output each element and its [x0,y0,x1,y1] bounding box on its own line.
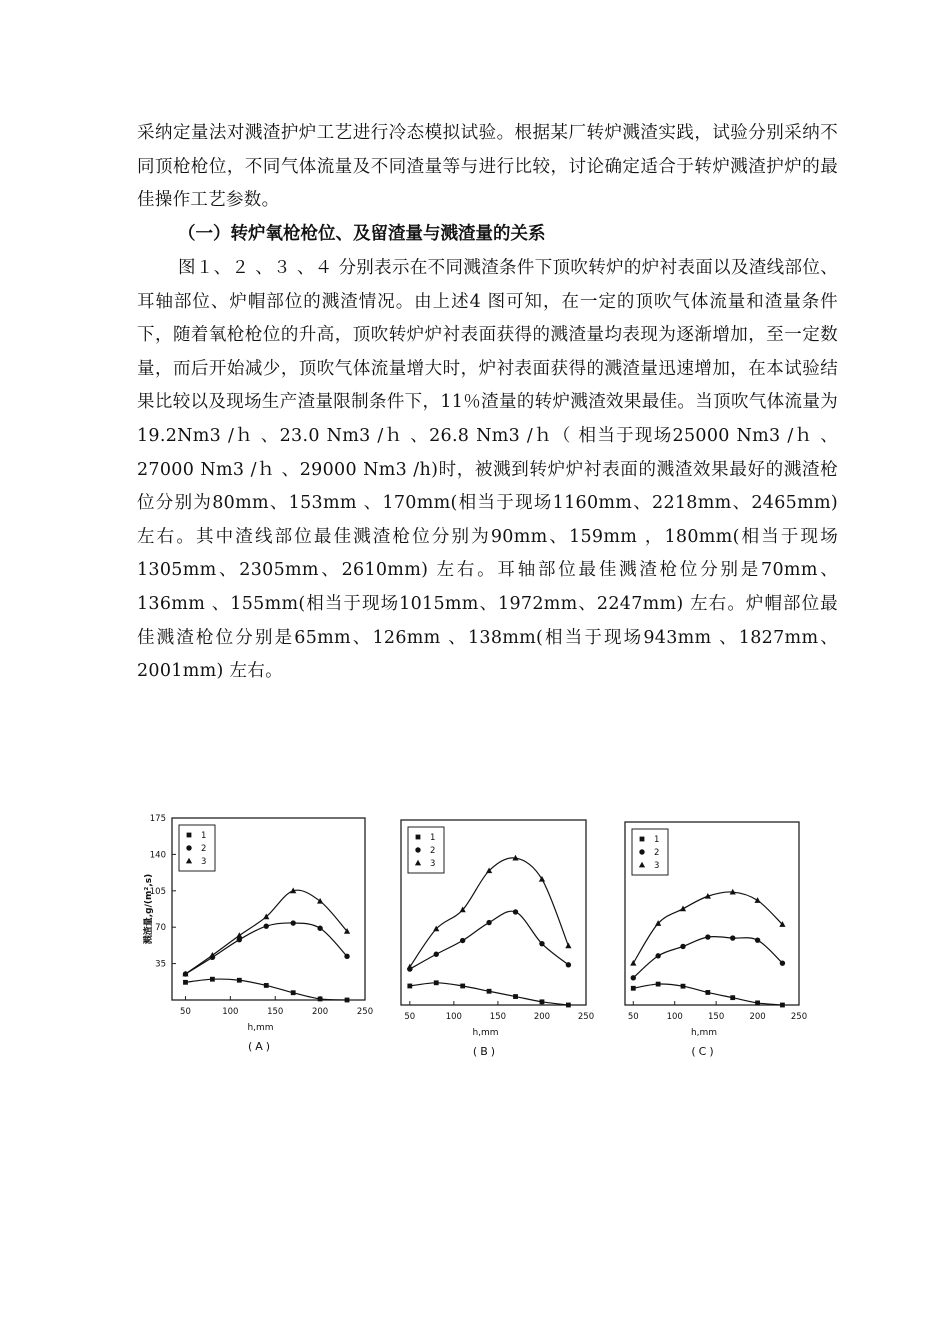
legend-marker [639,849,644,854]
series-3-point [754,897,760,903]
y-tick-label: 140 [149,850,166,861]
series-3-point [209,952,215,958]
series-2-point [344,954,349,959]
series-2-point [460,938,465,943]
series-2-point [290,920,295,925]
x-axis-label: h,mm [690,1028,718,1038]
series-1-point [755,1001,760,1006]
chart-body [625,822,807,1058]
plot-frame [625,822,799,1005]
x-tick-label: 250 [577,1012,595,1022]
series-2-point [434,952,439,957]
figure-c [620,805,816,1063]
series-2-line [633,937,782,978]
x-tick-label: 200 [749,1012,766,1022]
chart-body [401,820,594,1058]
series-3-line [185,890,347,974]
series-3-point [317,898,323,904]
series-2-point [705,934,710,939]
legend-label: 1 [654,835,660,845]
x-tick-label: 100 [445,1012,462,1022]
series-2-point [264,923,269,928]
x-tick-label: 150 [708,1012,725,1022]
series-2-point [755,937,760,942]
series-1-point [407,984,412,989]
series-1-point [566,1003,571,1008]
series-1-point [705,990,710,995]
series-2-point [680,944,685,949]
x-tick-label: 250 [790,1012,808,1022]
series-3-point [680,905,686,911]
y-tick-label: 175 [149,814,166,824]
chart-body [142,814,373,1053]
paragraph-intro: 采纳定量法对溅渣护炉工艺进行冷态模拟试验。根据某厂转炉溅渣实践，试验分别采纳不同顶枪枪位，不同气体流量及不同渣量等与进行比较，讨论确定适合于转炉溅渣护炉的最佳操作工艺参数。 [137,123,838,211]
legend-marker [640,837,645,842]
figure-caption: (B) [472,1045,499,1058]
x-tick-label: 50 [180,1007,191,1017]
legend-marker [415,847,420,852]
legend-label: 2 [654,848,660,858]
series-2-point [631,975,636,980]
series-1-point [434,980,439,985]
series-2-point [780,960,785,965]
figure-caption: (A) [247,1040,274,1053]
y-axis-label: 溅渣量,g/(m²,s) [144,873,154,945]
figure-caption: (C) [691,1045,717,1058]
legend [179,825,215,871]
x-tick-label: 50 [627,1012,639,1022]
plot-frame [401,820,586,1005]
x-tick-label: 150 [489,1012,507,1022]
series-2-point [539,941,544,946]
series-1-point [540,999,545,1004]
section-heading: （一）转炉氧枪枪位、及留渣量与溅渣量的关系 [178,224,546,244]
legend-marker [415,860,421,866]
x-axis-label: h,mm [472,1028,499,1038]
legend-label: 2 [201,844,207,854]
legend-label: 2 [430,846,436,856]
series-1-point [183,980,188,985]
y-tick-label: 70 [155,923,166,934]
x-tick-label: 50 [404,1012,416,1022]
x-tick-label: 250 [356,1007,374,1017]
paragraph-results: 图１、２ 、３ 、４ 分别表示在不同溅渣条件下顶吹转炉的炉衬表面以及渣线部位、耳轴部位、炉帽部位的溅渣情况。由上述4 图可知，在一定的顶吹气体流量和渣量条件下，随着氧枪枪位的升高，顶吹转炉炉衬表面获得的溅渣量均表现为逐渐增加，至一定数量，而后开始减少，顶吹气体流量增大时，炉衬表面获得的溅渣量迅速增加，在本试验结果比较以及现场生产渣量限制条件下，11％渣量的转炉溅渣效果最佳。当顶吹气体流量为19.2Nm3 /ｈ 、23.0 Nm3 /ｈ 、26.8 Nm3 /ｈ（ 相当于现场25000 Nm3 /ｈ 、27000 Nm3 /ｈ 、29000 Nm3 /h)时，被溅到转炉炉衬表面的溅渣效果最好的溅渣枪位分别为80mm、153mm 、170mm(相当于现场1160mm、2218mm、2465mm) 左右。其中渣线部位最佳溅渣枪位分别为90mm、159mm ，180mm(相当于现场1305mm、2305mm、2610mm) 左右。耳轴部位最佳溅渣枪位分别是70mm、136mm 、155mm(相当于现场1015mm、1972mm、2247mm) 左右。炉帽部位最佳溅渣枪位分别是65mm、126mm 、138mm(相当于现场943mm 、1827mm、2001mm) 左右。 [137,258,838,682]
series-1-line [185,979,347,1000]
series-3-point [630,960,636,966]
series-2-point [317,926,322,931]
legend-marker [639,862,645,868]
x-tick-label: 200 [533,1012,551,1022]
chart-c [620,805,816,1063]
series-1-point [460,984,465,989]
legend-label: 1 [201,831,207,841]
series-2-point [566,962,571,967]
series-1-point [345,998,350,1003]
legend-marker [416,835,421,840]
legend-marker [186,845,191,850]
legend-marker [187,833,192,838]
series-2-point [513,909,518,914]
series-3-point [236,932,242,938]
chart-a [137,805,377,1063]
series-1-point [237,978,242,983]
legend-label: 3 [654,861,660,871]
legend [632,829,668,875]
legend-label: 3 [201,857,207,867]
x-tick-label: 200 [311,1007,329,1017]
y-tick-label: 105 [149,886,166,897]
series-2-line [185,923,347,974]
legend-box [179,825,215,871]
series-1-point [681,984,686,989]
legend-label: 1 [430,833,436,843]
series-2-point [486,920,491,925]
legend-box [632,829,668,875]
series-1-point [210,977,215,982]
x-tick-label: 100 [666,1012,683,1022]
x-axis-label: h,mm [247,1023,274,1033]
series-3-line [410,858,569,967]
legend [408,827,444,873]
legend-marker [186,858,192,864]
series-1-point [656,982,661,987]
series-2-point [730,935,735,940]
series-3-point [565,943,571,949]
series-1-point [291,990,296,995]
figure-b [396,805,605,1063]
legend-label: 3 [430,859,436,869]
x-tick-label: 150 [267,1007,284,1017]
series-1-point [264,983,269,988]
series-1-point [487,989,492,994]
series-1-point [780,1003,785,1008]
series-1-point [730,995,735,1000]
series-1-point [631,986,636,991]
y-tick-label: 35 [155,959,166,970]
chart-b [396,805,605,1063]
series-1-point [513,994,518,999]
legend-box [408,827,444,873]
figure-a [137,805,377,1063]
series-1-line [410,983,569,1005]
series-2-point [655,953,660,958]
x-tick-label: 100 [222,1007,239,1017]
series-1-point [318,997,323,1002]
